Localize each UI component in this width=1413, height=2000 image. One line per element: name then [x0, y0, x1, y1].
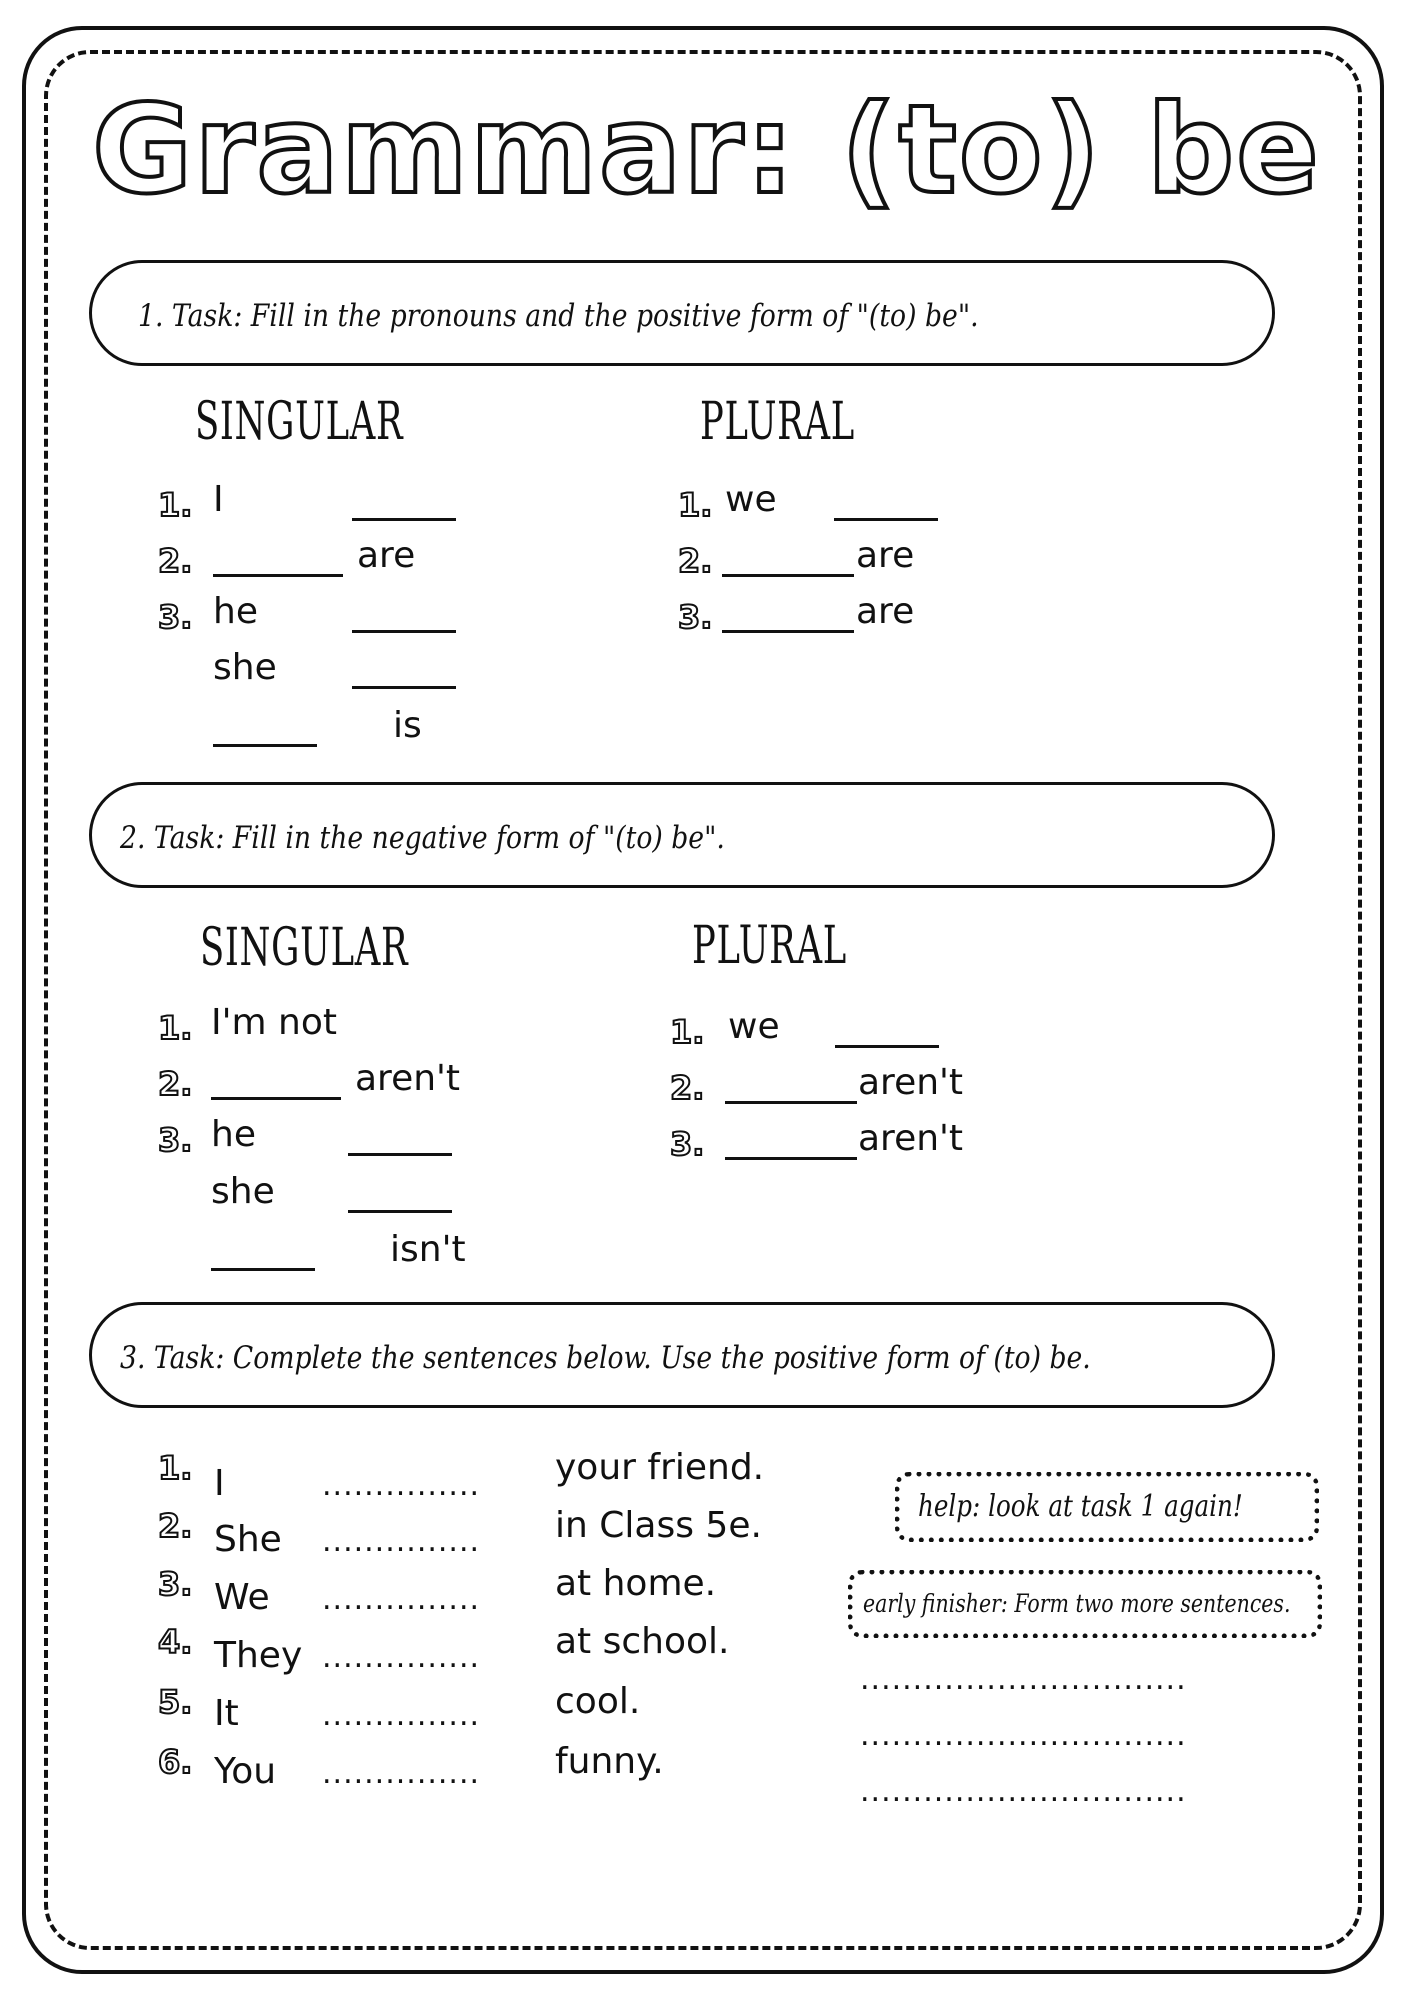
t1-s-word-4: she	[213, 647, 277, 688]
t2-p-word-1: we	[728, 1006, 780, 1047]
t1-s-blank-4[interactable]	[352, 686, 456, 689]
help-note-text: help: look at task 1 again!	[918, 1489, 1243, 1524]
t1-p-num-2: 2.	[678, 542, 713, 580]
t2-s-word-4: she	[211, 1171, 275, 1212]
t3-subject-5: It	[214, 1693, 239, 1734]
t1-s-num-1: 1.	[158, 486, 193, 524]
t1-s-blank-3[interactable]	[352, 630, 456, 633]
early-finisher-text: early finisher: Form two more sentences.	[863, 1589, 1291, 1618]
t3-subject-4: They	[214, 1635, 303, 1676]
task2-singular-heading: SINGULAR	[200, 918, 409, 978]
task2-instruction: 2. Task: Fill in the negative form of "(to) be".	[120, 820, 725, 856]
t3-answer-blank-1[interactable]: ...............	[322, 1468, 481, 1503]
t2-s-word-1: I'm not	[211, 1002, 337, 1043]
t3-ending-4: at school.	[555, 1621, 730, 1662]
t1-p-blank-3[interactable]	[722, 630, 854, 633]
t1-s-blank-5[interactable]	[213, 744, 317, 747]
task1-plural-heading: PLURAL	[700, 392, 855, 452]
t2-s-blank-3[interactable]	[348, 1153, 452, 1156]
worksheet-title: Grammar: (to) be	[92, 79, 1321, 221]
t1-s-blank-2[interactable]	[213, 574, 343, 577]
t3-num-5: 5.	[158, 1683, 193, 1721]
t1-p-blank-1[interactable]	[834, 518, 938, 521]
t2-p-num-3: 3.	[670, 1125, 705, 1163]
t3-ending-6: funny.	[555, 1741, 664, 1782]
t3-ending-3: at home.	[555, 1563, 717, 1604]
t2-s-num-2: 2.	[158, 1065, 193, 1103]
t3-answer-blank-6[interactable]: ...............	[322, 1756, 481, 1791]
task1-instruction-box	[89, 260, 1275, 366]
extra-sentence-line-2[interactable]: ...............................	[860, 1718, 1187, 1753]
t1-s-word-1: I	[213, 479, 224, 520]
t3-num-4: 4.	[158, 1623, 193, 1661]
t2-p-num-2: 2.	[670, 1069, 705, 1107]
t1-p-word-1: we	[725, 479, 777, 520]
task3-instruction: 3. Task: Complete the sentences below. Use the positive form of (to) be.	[120, 1340, 1091, 1376]
task2-plural-heading: PLURAL	[692, 916, 847, 976]
t2-p-num-1: 1.	[670, 1013, 705, 1051]
t1-s-word-3: he	[213, 591, 258, 632]
t1-s-num-2: 2.	[158, 542, 193, 580]
t3-num-6: 6.	[158, 1743, 193, 1781]
t2-s-num-1: 1.	[158, 1009, 193, 1047]
t1-s-num-3: 3.	[158, 598, 193, 636]
t1-s-word-5: is	[393, 705, 422, 746]
early-finisher-box	[848, 1570, 1322, 1638]
t2-p-blank-3[interactable]	[725, 1157, 857, 1160]
t3-num-2: 2.	[158, 1507, 193, 1545]
t2-s-blank-5[interactable]	[211, 1268, 315, 1271]
t1-p-num-3: 3.	[678, 598, 713, 636]
t1-p-num-1: 1.	[678, 486, 713, 524]
t3-subject-1: I	[214, 1463, 225, 1504]
t3-answer-blank-3[interactable]: ...............	[322, 1582, 481, 1617]
t2-s-num-3: 3.	[158, 1121, 193, 1159]
t3-answer-blank-5[interactable]: ...............	[322, 1698, 481, 1733]
t3-subject-3: We	[214, 1577, 270, 1618]
t2-s-word-3: he	[211, 1114, 256, 1155]
t3-num-3: 3.	[158, 1565, 193, 1603]
t2-p-blank-1[interactable]	[835, 1045, 939, 1048]
t1-p-blank-2[interactable]	[722, 574, 854, 577]
t1-p-word-3: are	[856, 591, 915, 632]
t3-subject-6: You	[214, 1751, 277, 1792]
task2-instruction-box	[89, 782, 1275, 888]
task1-instruction: 1. Task: Fill in the pronouns and the positive form of "(to) be".	[138, 298, 979, 334]
t3-ending-5: cool.	[555, 1681, 641, 1722]
t1-s-blank-1[interactable]	[352, 518, 456, 521]
t2-p-blank-2[interactable]	[725, 1101, 857, 1104]
t1-s-word-2: are	[357, 535, 416, 576]
task1-singular-heading: SINGULAR	[195, 392, 404, 452]
t2-p-word-3: aren't	[858, 1118, 964, 1159]
t1-p-word-2: are	[856, 535, 915, 576]
extra-sentence-line-3[interactable]: ...............................	[860, 1774, 1187, 1809]
t3-num-1: 1.	[158, 1449, 193, 1487]
t3-ending-1: your friend.	[555, 1447, 765, 1488]
t3-subject-2: She	[214, 1519, 282, 1560]
t2-s-word-2: aren't	[355, 1058, 461, 1099]
extra-sentence-line-1[interactable]: ...............................	[860, 1662, 1187, 1697]
t2-s-word-5: isn't	[390, 1229, 466, 1270]
t3-answer-blank-2[interactable]: ...............	[322, 1524, 481, 1559]
t2-p-word-2: aren't	[858, 1062, 964, 1103]
help-note-box	[895, 1472, 1319, 1542]
t2-s-blank-4[interactable]	[348, 1210, 452, 1213]
t3-ending-2: in Class 5e.	[555, 1505, 762, 1546]
t2-s-blank-2[interactable]	[211, 1097, 341, 1100]
t3-answer-blank-4[interactable]: ...............	[322, 1640, 481, 1675]
task3-instruction-box	[89, 1302, 1275, 1408]
